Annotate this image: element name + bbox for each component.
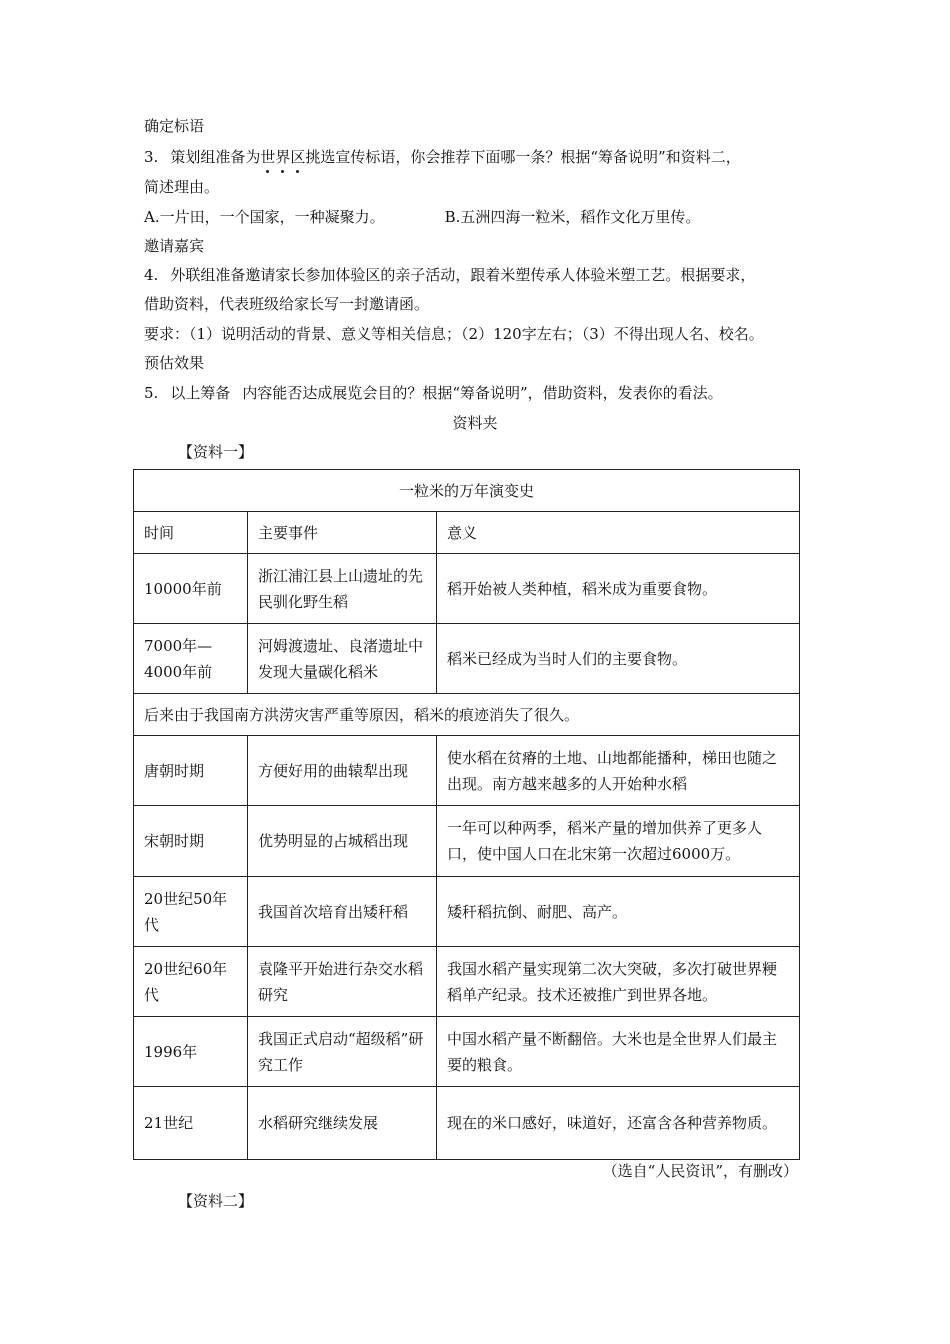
cell-time: 10000年前: [134, 554, 248, 624]
cell-time: 1996年: [134, 1017, 248, 1087]
question-3-line1: [144, 146, 741, 168]
cell-time: 宋朝时期: [134, 806, 248, 877]
cell-meaning: 一年可以种两季，稻米产量的增加供养了更多人口，使中国人口在北宋第一次超过6000万。: [437, 806, 800, 877]
cell-event: 我国首次培育出矮秆稻: [248, 877, 437, 947]
table-span-row: [134, 694, 800, 736]
cell-meaning: 矮秆稻抗倒、耐肥、高产。: [437, 877, 800, 947]
option-b: B.五洲四海一粒米，稻作文化万里传。: [444, 208, 701, 226]
cell-time: 20世纪50年代: [134, 877, 248, 947]
question-4-line2: 借助资料，代表班级给家长写一封邀请函。: [144, 295, 430, 313]
question-text: 外联组准备邀请家长参加体验区的亲子活动，跟着米塑传承人体验米塑工艺。根据要求，: [170, 266, 756, 284]
section-title-invite: 邀请嘉宾: [144, 237, 205, 255]
cell-meaning: 稻开始被人类种植，稻米成为重要食物。: [437, 554, 800, 624]
cell-time: 20世纪60年代: [134, 947, 248, 1017]
cell-meaning: 稻米已经成为当时人们的主要食物。: [437, 624, 800, 694]
cell-time: 21世纪: [134, 1087, 248, 1160]
question-4-line1: [144, 264, 755, 286]
table-row: [134, 1017, 800, 1087]
question-3-options: [144, 206, 700, 228]
table-row: [134, 624, 800, 694]
section-title-slogan: 确定标语: [144, 117, 205, 135]
table-header-row: [134, 512, 800, 554]
material-1-label: 【资料一】: [178, 443, 254, 461]
question-text: 内容能否达成展览会目的？根据“筹备说明”，借助资料，发表你的看法。: [242, 384, 723, 402]
cell-event: 方便好用的曲辕犁出现: [248, 736, 437, 806]
cell-meaning: 现在的米口感好，味道好，还富含各种营养物质。: [437, 1087, 800, 1160]
header-time: 时间: [134, 512, 248, 554]
table-row: [134, 806, 800, 877]
emphasis-char: 区: [290, 148, 306, 166]
table-source: （选自“人民资讯”，有删改）: [602, 1162, 798, 1180]
table-row: [134, 877, 800, 947]
table-row: [134, 554, 800, 624]
cell-event: 水稻研究继续发展: [248, 1087, 437, 1160]
header-meaning: 意义: [437, 512, 800, 554]
question-number: 3.: [144, 148, 159, 166]
question-text: 以上筹备: [170, 384, 231, 402]
material-2-label: 【资料二】: [178, 1192, 254, 1210]
cell-time: 7000年—4000年前: [134, 624, 248, 694]
section-title-effect: 预估效果: [144, 354, 205, 372]
table-title: 一粒米的万年演变史: [134, 470, 800, 512]
emphasis-char: 界: [275, 148, 291, 166]
header-event: 主要事件: [248, 512, 437, 554]
question-number: 4.: [144, 266, 159, 284]
question-3-line2: 简述理由。: [144, 178, 220, 196]
table-row: [134, 947, 800, 1017]
cell-meaning: 我国水稻产量实现第二次大突破，多次打破世界粳稻单产纪录。技术还被推广到世界各地。: [437, 947, 800, 1017]
question-text: 策划组准备为: [170, 148, 261, 166]
span-note: 后来由于我国南方洪涝灾害严重等原因，稻米的痕迹消失了很久。: [134, 694, 800, 736]
cell-event: 袁隆平开始进行杂交水稻研究: [248, 947, 437, 1017]
cell-meaning: 使水稻在贫瘠的土地、山地都能播种，梯田也随之出现。南方越来越多的人开始种水稻: [437, 736, 800, 806]
history-table: [133, 469, 800, 1160]
cell-event: 浙江浦江县上山遗址的先民驯化野生稻: [248, 554, 437, 624]
cell-event: 河姆渡遗址、良渚遗址中发现大量碳化稻米: [248, 624, 437, 694]
emphasis-char: 世: [260, 148, 276, 166]
table-title-row: [134, 470, 800, 512]
cell-time: 唐朝时期: [134, 736, 248, 806]
cell-event: 优势明显的占城稻出现: [248, 806, 437, 877]
table-row: [134, 1087, 800, 1160]
question-text: 挑选宣传标语，你会推荐下面哪一条？根据“筹备说明”和资料二，: [305, 148, 741, 166]
cell-event: 我国正式启动“超级稻”研究工作: [248, 1017, 437, 1087]
folder-title: 资料夹: [452, 414, 498, 432]
question-5: [144, 382, 723, 404]
option-a: A.一片田，一个国家，一种凝聚力。: [144, 208, 385, 226]
question-number: 5.: [144, 384, 159, 402]
question-4-requirements: 要求：（1）说明活动的背景、意义等相关信息；（2）120字左右；（3）不得出现人名、校名。: [144, 325, 764, 343]
table-row: [134, 736, 800, 806]
cell-meaning: 中国水稻产量不断翻倍。大米也是全世界人们最主要的粮食。: [437, 1017, 800, 1087]
